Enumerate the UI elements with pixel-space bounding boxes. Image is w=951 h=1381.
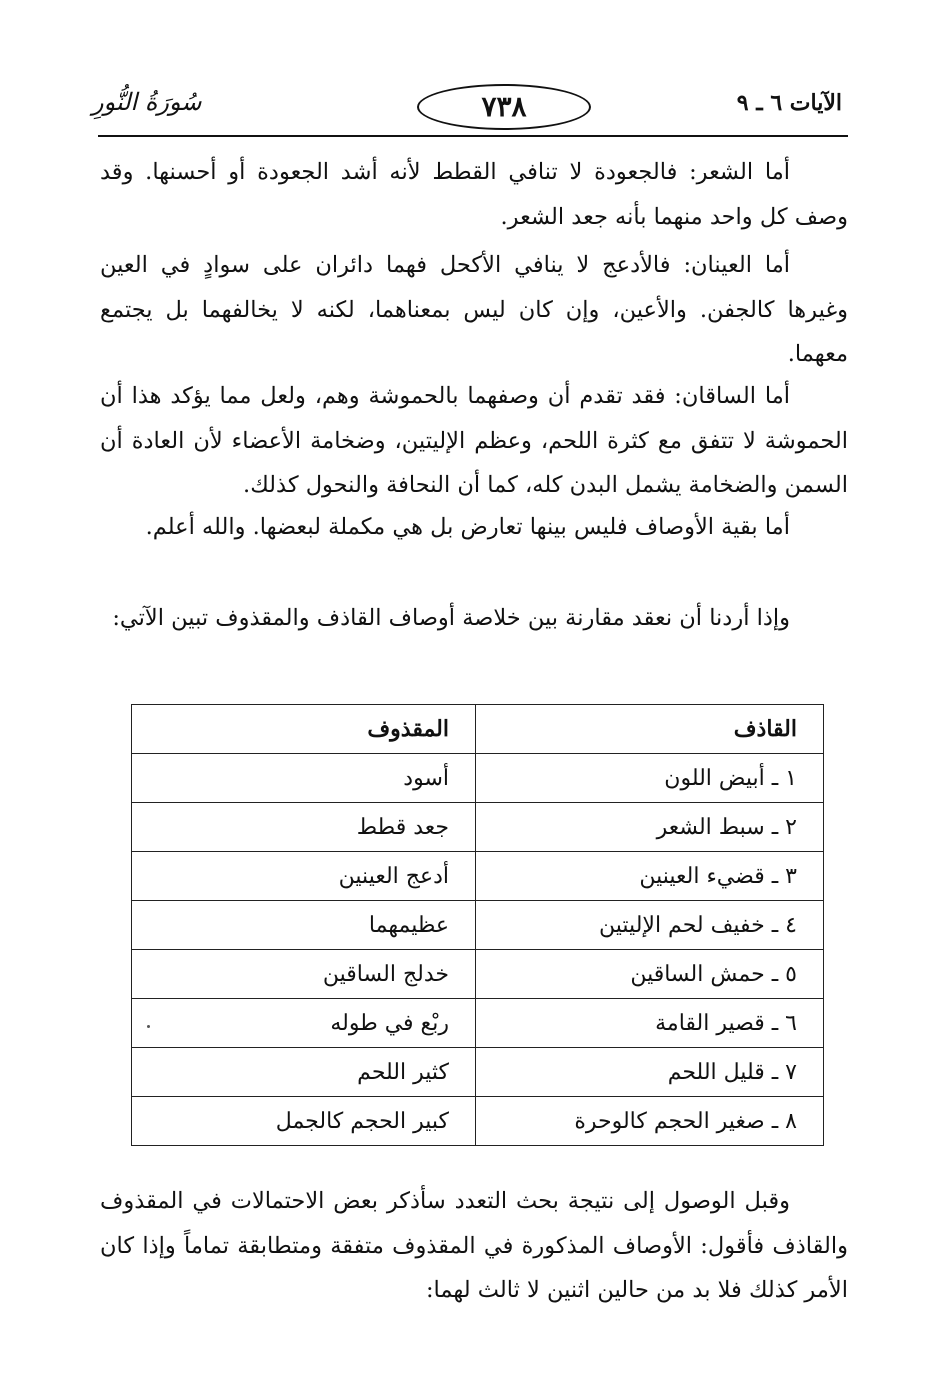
- paragraph-legs: [100, 374, 848, 508]
- table-header-row: [132, 705, 824, 754]
- table-cell: ربْع في طوله: [132, 999, 476, 1048]
- paragraph-comparison-intro: [100, 596, 848, 641]
- table-cell: ٤ ـ خفيف لحم الإليتين: [476, 901, 824, 950]
- paragraph-remaining: [100, 505, 848, 550]
- column-header-accused: المقذوف: [132, 705, 476, 754]
- table-row: [132, 950, 824, 999]
- paragraph-text: أما الساقان: فقد تقدم أن وصفهما بالحموشة وهم، ولعل مما يؤكد هذا أن الحموشة لا تتفق مع كثرة اللحم، وعظم الإليتين، وضخامة الأعضاء لأن العادة أن السمن والضخامة يشمل البدن كله، كما أن النحافة والنحول كذلك.: [100, 383, 848, 498]
- table-cell: ١ ـ أبيض اللون: [476, 754, 824, 803]
- paragraph-text: وقبل الوصول إلى نتيجة بحث التعدد سأذكر بعض الاحتمالات في المقذوف والقاذف فأقول: الأوصاف المذكورة في المقذوف متفقة ومتطابقة تماماً وإذا كان الأمر كذلك فلا بد من حالين اثنين لا ثالث لهما:: [100, 1188, 848, 1303]
- table-cell: كبير الحجم كالجمل: [132, 1097, 476, 1146]
- table-row: [132, 999, 824, 1048]
- paragraph-conclusion: [100, 1179, 848, 1313]
- header-divider: [98, 135, 848, 137]
- table-cell: ٦ ـ قصير القامة: [476, 999, 824, 1048]
- table-cell: خدلج الساقين: [132, 950, 476, 999]
- table-cell: كثير اللحم: [132, 1048, 476, 1097]
- table-cell: عظيمهما: [132, 901, 476, 950]
- table-cell: أسود: [132, 754, 476, 803]
- table-row: [132, 1048, 824, 1097]
- column-header-accuser: القاذف: [476, 705, 824, 754]
- paragraph-text: أما العينان: فالأدعج لا ينافي الأكحل فهما دائران على سوادٍ في العين وغيرها كالجفن. والأعين، وإن كان ليس بمعناهما، لكنه لا يخالفهما بل يجتمع معهما.: [100, 252, 848, 367]
- table-row: [132, 901, 824, 950]
- paragraph-hair: [100, 150, 848, 239]
- table-cell: جعد قطط: [132, 803, 476, 852]
- table-cell: ٣ ـ قضيء العينين: [476, 852, 824, 901]
- verses-label: الآيات ٦ ـ ٩: [736, 90, 842, 116]
- table-row: [132, 1097, 824, 1146]
- table-cell: ٧ ـ قليل اللحم: [476, 1048, 824, 1097]
- paragraph-text: أما الشعر: فالجعودة لا تنافي القطط لأنه أشد الجعودة أو أحسنها. وقد وصف كل واحد منهما بأنه جعد الشعر.: [100, 159, 848, 230]
- page-header: [92, 84, 852, 134]
- table-cell: ٨ ـ صغير الحجم كالوحرة: [476, 1097, 824, 1146]
- surah-title: سُورَةُ النُّورِ: [92, 88, 202, 116]
- page-number: ٧٣٨: [417, 84, 591, 130]
- table-row: [132, 803, 824, 852]
- paragraph-text: وإذا أردنا أن نعقد مقارنة بين خلاصة أوصاف القاذف والمقذوف تبين الآتي:: [112, 605, 790, 631]
- paragraph-text: أما بقية الأوصاف فليس بينها تعارض بل هي مكملة لبعضها. والله أعلم.: [145, 514, 790, 540]
- table-cell: ٢ ـ سبط الشعر: [476, 803, 824, 852]
- scan-speck: [147, 1025, 150, 1028]
- table-row: [132, 852, 824, 901]
- comparison-table: [131, 704, 824, 1146]
- table-cell: ٥ ـ حمش الساقين: [476, 950, 824, 999]
- table-row: [132, 754, 824, 803]
- table-cell: أدعج العينين: [132, 852, 476, 901]
- paragraph-eyes: [100, 243, 848, 377]
